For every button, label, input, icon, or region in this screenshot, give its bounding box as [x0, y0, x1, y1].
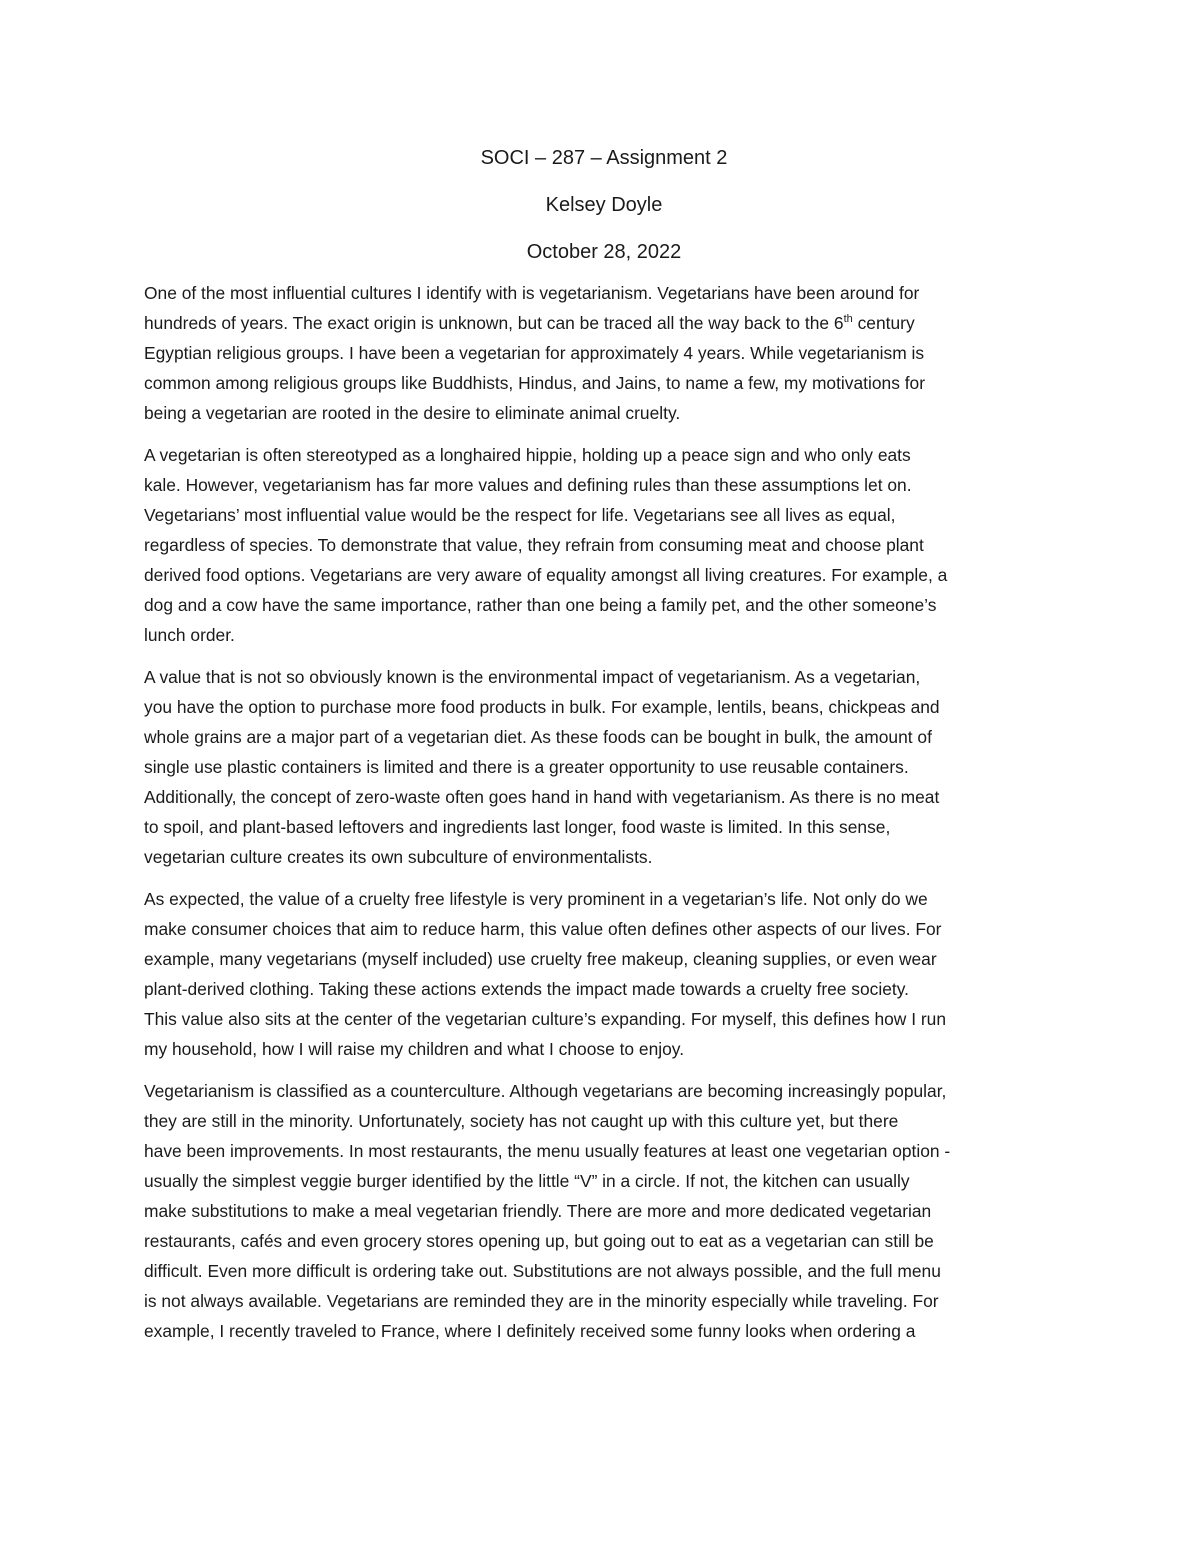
document-content: [144, 144, 1064, 1358]
document-date: October 28, 2022: [526, 241, 682, 263]
superscript-tail: century: [852, 313, 915, 333]
text-line: restaurants, cafés and even grocery stores opening up, but going out to eat as a vegetarian can still be: [144, 1231, 934, 1251]
text-line: This value also sits at the center of the vegetarian culture’s expanding. For myself, this defines how I run: [144, 1009, 946, 1029]
text-line: Egyptian religious groups. I have been a vegetarian for approximately 4 years. While vegetarianism is: [144, 343, 925, 363]
text-line: lunch order.: [144, 625, 235, 645]
text-line: vegetarian culture creates its own subculture of environmentalists.: [144, 847, 653, 867]
text-line: Vegetarians’ most influential value would be the respect for life. Vegetarians see all lives as equal,: [144, 505, 896, 525]
text-line: example, many vegetarians (myself included) use cruelty free makeup, cleaning supplies, or even wear: [144, 949, 937, 969]
superscript: th: [843, 313, 853, 326]
text-line-with-superscript: [144, 308, 1064, 338]
text-line: you have the option to purchase more food products in bulk. For example, lentils, beans, chickpeas and: [144, 697, 940, 717]
text-line: Additionally, the concept of zero-waste often goes hand in hand with vegetarianism. As there is no meat: [144, 787, 940, 807]
text-line: One of the most influential cultures I identify with is vegetarianism. Vegetarians have been around for: [144, 283, 920, 303]
text-line: As expected, the value of a cruelty free lifestyle is very prominent in a vegetarian’s life. Not only do we: [144, 889, 928, 909]
text-line: derived food options. Vegetarians are very aware of equality amongst all living creatures. For example, a: [144, 565, 948, 585]
document-body: [144, 278, 1064, 1346]
text-line: single use plastic containers is limited and there is a greater opportunity to use reusable containers.: [144, 757, 909, 777]
text-line: is not always available. Vegetarians are reminded they are in the minority especially while traveling. For: [144, 1291, 939, 1311]
author-name: Kelsey Doyle: [545, 194, 663, 216]
text-line: to spoil, and plant-based leftovers and ingredients last longer, food waste is limited. In this sense,: [144, 817, 891, 837]
text-line: being a vegetarian are rooted in the desire to eliminate animal cruelty.: [144, 403, 681, 423]
text-line: have been improvements. In most restaurants, the menu usually features at least one vegetarian option -: [144, 1141, 951, 1161]
text-line: plant-derived clothing. Taking these actions extends the impact made towards a cruelty free society.: [144, 979, 909, 999]
text-line: hundreds of years. The exact origin is unknown, but can be traced all the way back to the 6: [144, 313, 844, 333]
text-line: my household, how I will raise my children and what I choose to enjoy.: [144, 1039, 685, 1059]
text-line: make substitutions to make a meal vegetarian friendly. There are more and more dedicated vegetarian: [144, 1201, 932, 1221]
text-line: example, I recently traveled to France, where I definitely received some funny looks when ordering a: [144, 1321, 916, 1341]
text-line: regardless of species. To demonstrate that value, they refrain from consuming meat and choose plant: [144, 535, 924, 555]
paragraph-4: [144, 884, 1064, 1064]
text-line: they are still in the minority. Unfortunately, society has not caught up with this culture yet, but there: [144, 1111, 899, 1131]
paragraph-3: [144, 662, 1064, 872]
assignment-title: SOCI – 287 – Assignment 2: [480, 147, 728, 169]
paragraph-5: [144, 1076, 1064, 1346]
text-line: usually the simplest veggie burger identified by the little “V” in a circle. If not, the kitchen can usually: [144, 1171, 910, 1191]
text-line: difficult. Even more difficult is ordering take out. Substitutions are not always possible, and the full menu: [144, 1261, 941, 1281]
text-line: whole grains are a major part of a vegetarian diet. As these foods can be bought in bulk, the amount of: [144, 727, 932, 747]
text-line: A value that is not so obviously known is the environmental impact of vegetarianism. As a vegetarian,: [144, 667, 921, 687]
text-line: make consumer choices that aim to reduce harm, this value often defines other aspects of our lives. For: [144, 919, 942, 939]
text-line: Vegetarianism is classified as a counterculture. Although vegetarians are becoming increasingly popular,: [144, 1081, 947, 1101]
text-line: A vegetarian is often stereotyped as a longhaired hippie, holding up a peace sign and who only eats: [144, 445, 911, 465]
text-line: kale. However, vegetarianism has far more values and defining rules than these assumptions let on.: [144, 475, 912, 495]
paragraph-1: [144, 278, 1064, 428]
text-line: common among religious groups like Buddhists, Hindus, and Jains, to name a few, my motivations for: [144, 373, 926, 393]
paragraph-2: [144, 440, 1064, 650]
text-line: dog and a cow have the same importance, rather than one being a family pet, and the other someone’s: [144, 595, 937, 615]
